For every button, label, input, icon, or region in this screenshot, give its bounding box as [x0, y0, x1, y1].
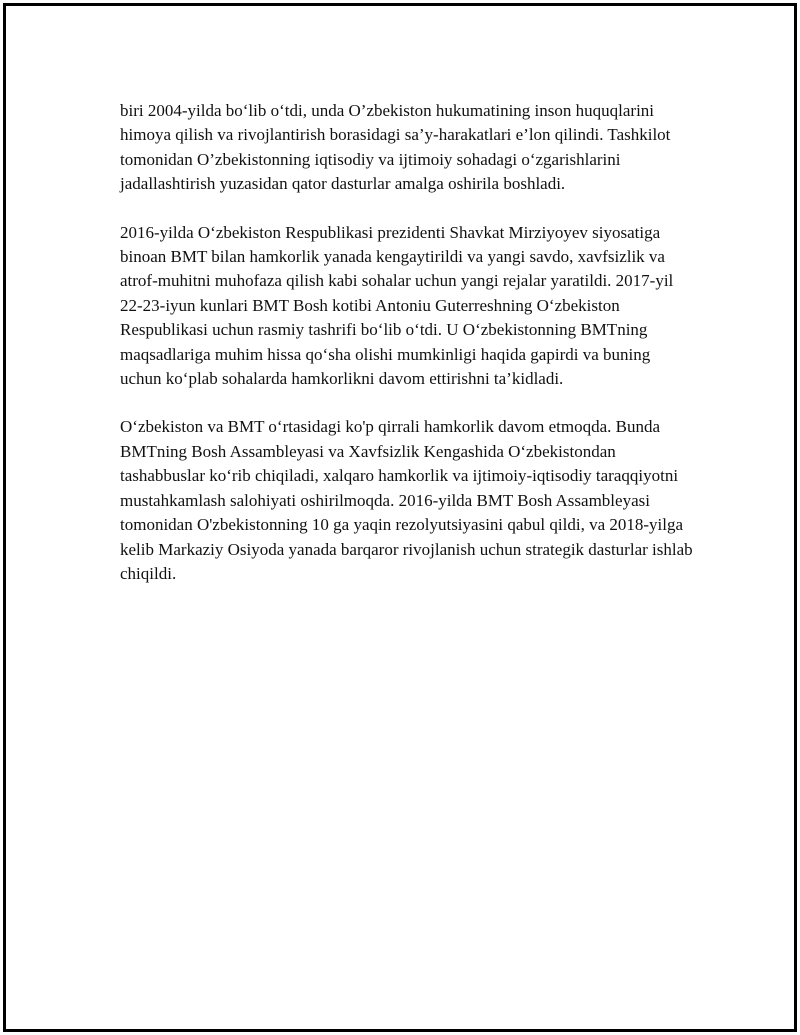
paragraph-2: 2016-yilda O‘zbekiston Respublikasi prezidenti Shavkat Mirziyoyev siyosatiga binoan BMT bilan hamkorlik yanada kengaytirildi va yangi savdo, xavfsizlik va atrof-muhitni muhofaza qilish kabi sohalar uchun yangi rejalar yaratildi. 2017-yil 22-23-iyun kunlari BMT Bosh kotibi Antoniu Guterreshning O‘zbekiston Respublikasi uchun rasmiy tashrifi bo‘lib o‘tdi. U O‘zbekistonning BMTning maqsadlariga muhim hissa qo‘sha olishi mumkinligi haqida gapirdi va buning uchun ko‘plab sohalarda hamkorlikni davom ettirishni ta’kidladi. — [120, 222, 674, 389]
document-page — [3, 3, 797, 1032]
paragraph-3: O‘zbekiston va BMT o‘rtasidagi ko'p qirrali hamkorlik davom etmoqda. Bunda BMTning Bosh Assambleyasi va Xavfsizlik Kengashida O‘zbekistondan tashabbuslar ko‘rib chiqiladi, xalqaro hamkorlik va ijtimoiy-iqtisodiy taraqqiyotni mustahkamlash salohiyati oshirilmoqda. 2016-yilda BMT Bosh Assambleyasi tomonidan O'zbekistonning 10 ga yaqin rezolyutsiyasini qabul qildi, va 2018-yilga kelib Markaziy Osiyoda yanada barqaror rivojlanish uchun strategik dasturlar ishlab chiqildi. — [120, 417, 693, 583]
paragraph-1: biri 2004-yilda bo‘lib o‘tdi, unda O’zbekiston hukumatining inson huquqlarini himoya qilish va rivojlantirish borasidagi sa’y-harakatlari e’lon qilindi. Tashkilot tomonidan O’zbekistonning iqtisodiy va ijtimoiy sohadagi o‘zgarishlarini jadallashtirish yuzasidan qator dasturlar amalga oshirila boshladi. — [120, 101, 671, 194]
document-body — [120, 99, 695, 610]
